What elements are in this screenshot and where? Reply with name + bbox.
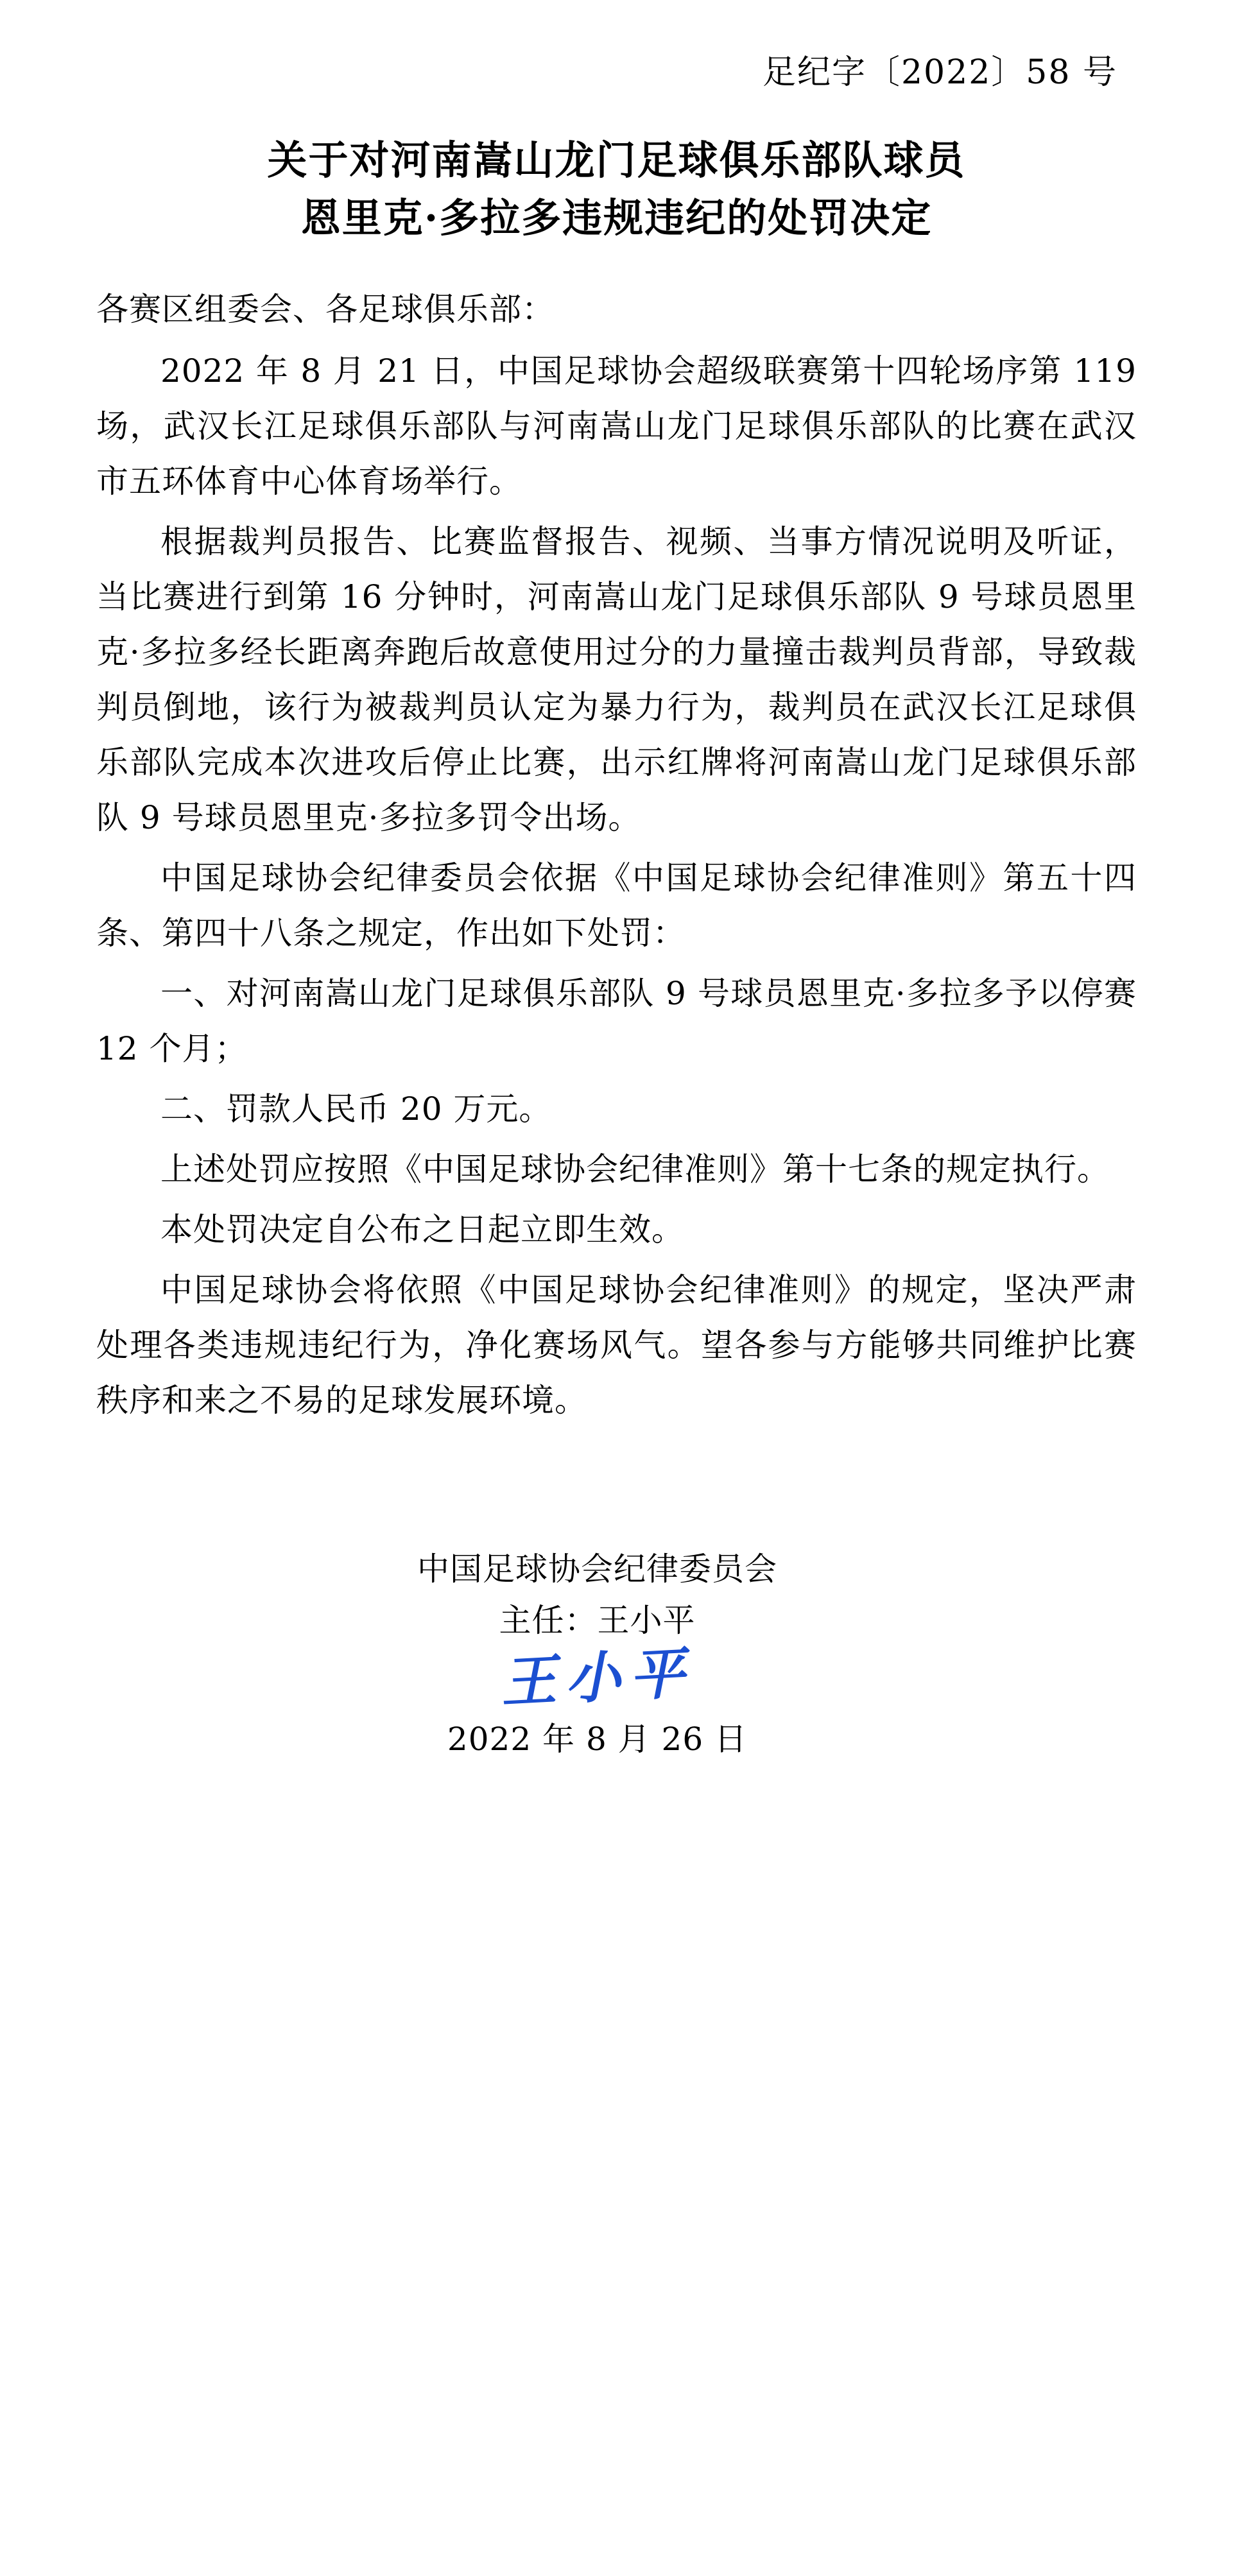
salutation: 各赛区组委会、各足球俱乐部： (96, 290, 555, 328)
issuing-organization: 中国足球协会纪律委员会 (417, 1550, 777, 1588)
body-paragraph-5: 本处罚决定自公布之日起立即生效。 (160, 1210, 684, 1248)
title-line-1: 关于对河南嵩山龙门足球俱乐部队球员 (267, 137, 966, 184)
chairman-name: 主任：王小平 (499, 1601, 696, 1639)
body-paragraph-3: 中国足球协会纪律委员会依据《中国足球协会纪律准则》第五十四条、第四十八条之规定，作出如下处罚： (96, 859, 1137, 952)
penalty-item-2: 二、罚款人民币 20 万元。 (160, 1090, 552, 1128)
body-paragraph-4: 上述处罚应按照《中国足球协会纪律准则》第十七条的规定执行。 (160, 1150, 1110, 1188)
handwritten-signature: 王小平 (499, 1641, 695, 1715)
signature-block (96, 1543, 1137, 1765)
page-title (96, 132, 1137, 247)
signature-date: 2022 年 8 月 26 日 (447, 1721, 748, 1758)
body-paragraph-1: 2022 年 8 月 21 日，中国足球协会超级联赛第十四轮场序第 119 场，武汉长江足球俱乐部队与河南嵩山龙门足球俱乐部队的比赛在武汉市五环体育中心体育场举行。 (96, 352, 1137, 500)
title-line-2: 恩里克·多拉多违规违纪的处罚决定 (300, 194, 933, 241)
body-paragraph-6: 中国足球协会将依照《中国足球协会纪律准则》的规定，坚决严肃处理各类违规违纪行为，净化赛场风气。望各参与方能够共同维护比赛秩序和来之不易的足球发展环境。 (96, 1271, 1137, 1419)
body-paragraph-2: 根据裁判员报告、比赛监督报告、视频、当事方情况说明及听证，当比赛进行到第 16 分钟时，河南嵩山龙门足球俱乐部队 9 号球员恩里克·多拉多经长距离奔跑后故意使用过分的力量撞击裁判员背部，导致裁判员倒地，该行为被裁判员认定为暴力行为，裁判员在武汉长江足球俱乐部队完成本次进攻后停止比赛，出示红牌将河南嵩山龙门足球俱乐部队 9 号球员恩里克·多拉多罚令出场。 (96, 522, 1137, 836)
penalty-item-1: 一、对河南嵩山龙门足球俱乐部队 9 号球员恩里克·多拉多予以停赛 12 个月； (96, 974, 1137, 1067)
document-number: 足纪字〔2022〕58 号 (762, 53, 1117, 92)
